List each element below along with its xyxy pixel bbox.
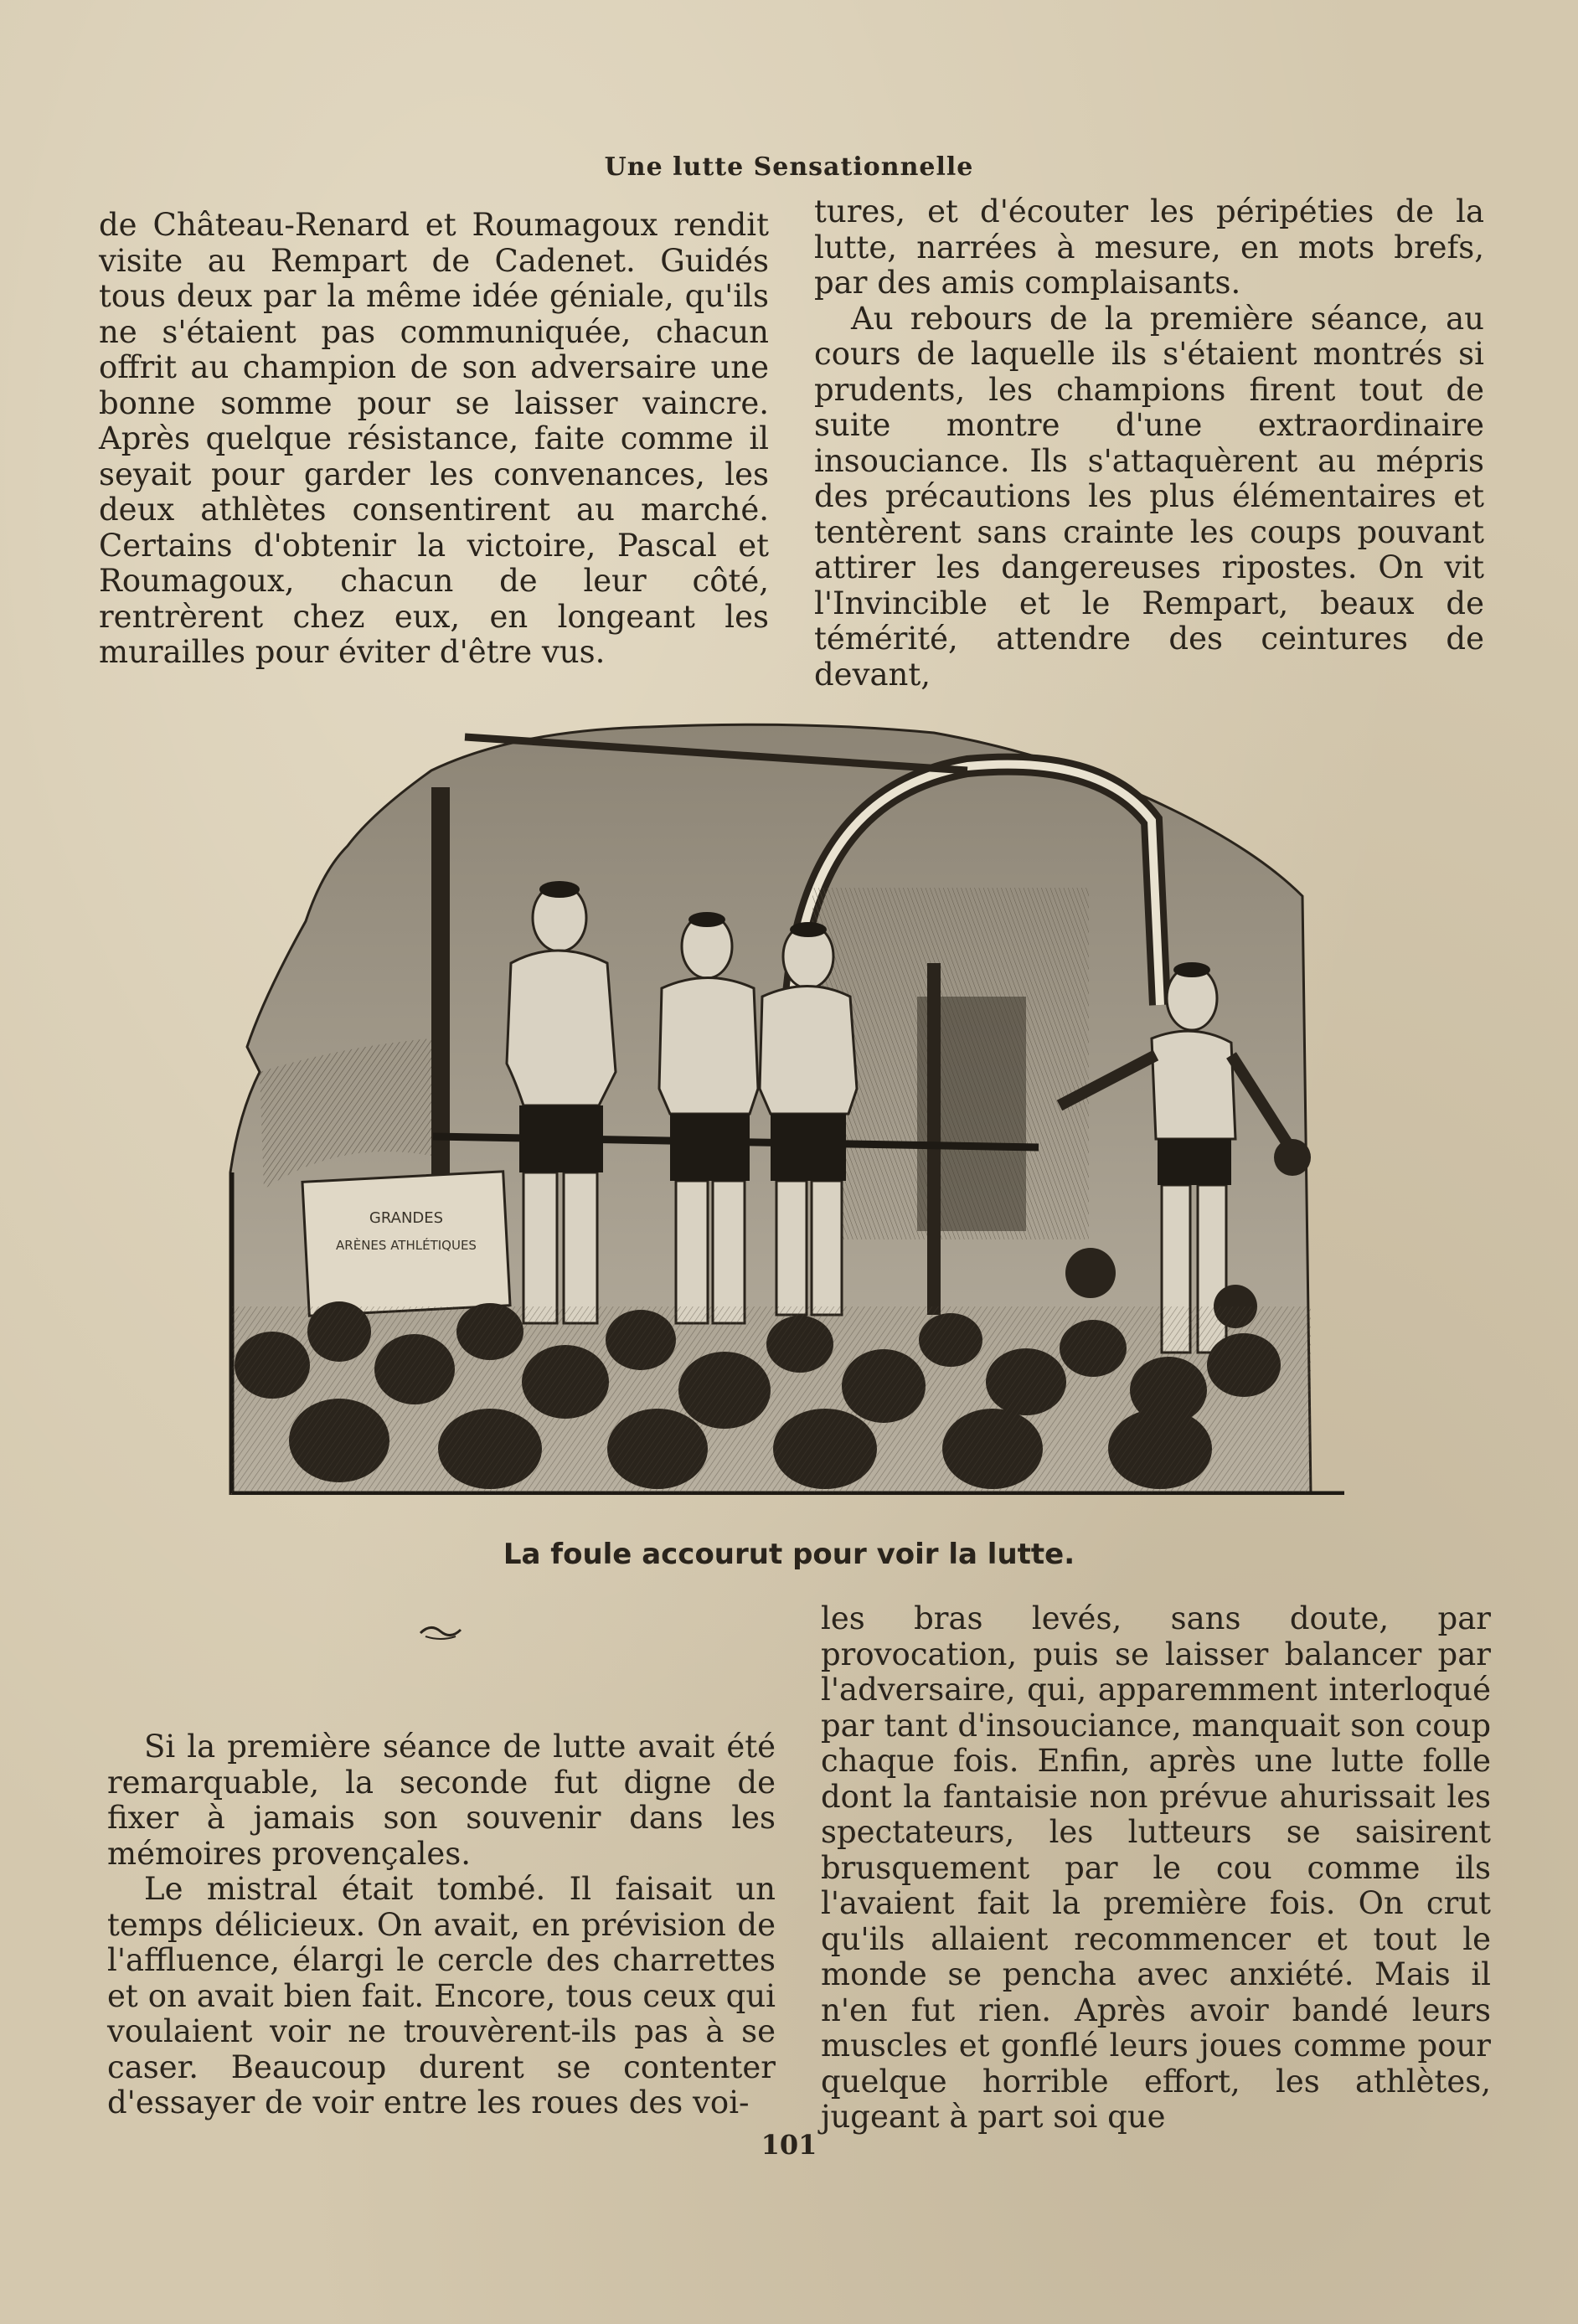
sign-line-2: ARÈNES ATHLÉTIQUES [336, 1238, 477, 1253]
text-column-top-left [99, 208, 769, 671]
running-title: Une lutte Sensationnelle [604, 152, 974, 182]
wrestlers-engraving [214, 720, 1344, 1495]
paragraph: Au rebours de la première séance, au cours de laquelle ils s'étaient montrés si prudents, les champions firent tout de suite montre d'une extraordinaire insouciance. Ils s'attaquèrent au mépris des précautions les plus élémentaires et tentèrent sans crainte les coups pouvant attirer les dangereuses ripostes. On vit l'Invincible et le Rempart, beaux de témérité, attendre des ceintures de devant, [814, 300, 1484, 693]
paragraph: tures, et d'écouter les péripéties de la lutte, narrées à mesure, en mots brefs, par des amis complaisants. [814, 193, 1484, 301]
tilde-ornament-icon [419, 1621, 462, 1641]
illustration-caption: La foule accourut pour voir la lutte. [503, 1538, 1075, 1571]
paragraph: Le mistral était tombé. Il faisait un temps délicieux. On avait, en prévision de l'affluence, élargi le cercle des charrettes et on avait bien fait. Encore, tous ceux qui voulaient voir ne trouvèrent-ils pas à se caser. Beaucoup durent se contenter d'essayer de voir entre les roues des voi- [107, 1871, 776, 2120]
text-column-bottom-right [821, 1601, 1491, 2136]
text-column-bottom-left [107, 1729, 776, 2121]
paragraph: les bras levés, sans doute, par provocation, puis se laisser balancer par l'adversaire, qui, apparemment interloqué par tant d'insouciance, manquait son coup chaque fois. Enfin, après une lutte folle dont la fantaisie non prévue ahurissait les spectateurs, les lutteurs se saisirent brusquement par le cou comme ils l'avaient fait la première fois. On crut qu'ils allaient recommencer et tout le monde se pencha avec anxiété. Mais il n'en fut rien. Après avoir bandé leurs muscles et gonflé leurs joues comme pour quelque horrible effort, les athlètes, jugeant à part soi que [821, 1600, 1491, 2135]
text-column-top-right [814, 194, 1484, 693]
sign-line-1: GRANDES [369, 1209, 444, 1227]
paragraph: Si la première séance de lutte avait été remarquable, la seconde fut digne de fixer à jamais son souvenir dans les mémoires provençales. [107, 1729, 776, 1872]
page-number: 101 [761, 2129, 817, 2161]
paragraph: de Château-Renard et Roumagoux rendit visite au Rempart de Cadenet. Guidés tous deux par la même idée géniale, qu'ils ne s'étaient pas communiquée, chacun offrit au champion de son adversaire une bonne somme pour se laisser vaincre. Après quelque résistance, faite comme il seyait pour garder les convenances, les deux athlètes consentirent au marché. Certains d'obtenir la victoire, Pascal et Roumagoux, chacun de leur côté, rentrèrent chez eux, en longeant les murailles pour éviter d'être vus. [99, 207, 769, 670]
engraving-illustration [214, 720, 1344, 1495]
